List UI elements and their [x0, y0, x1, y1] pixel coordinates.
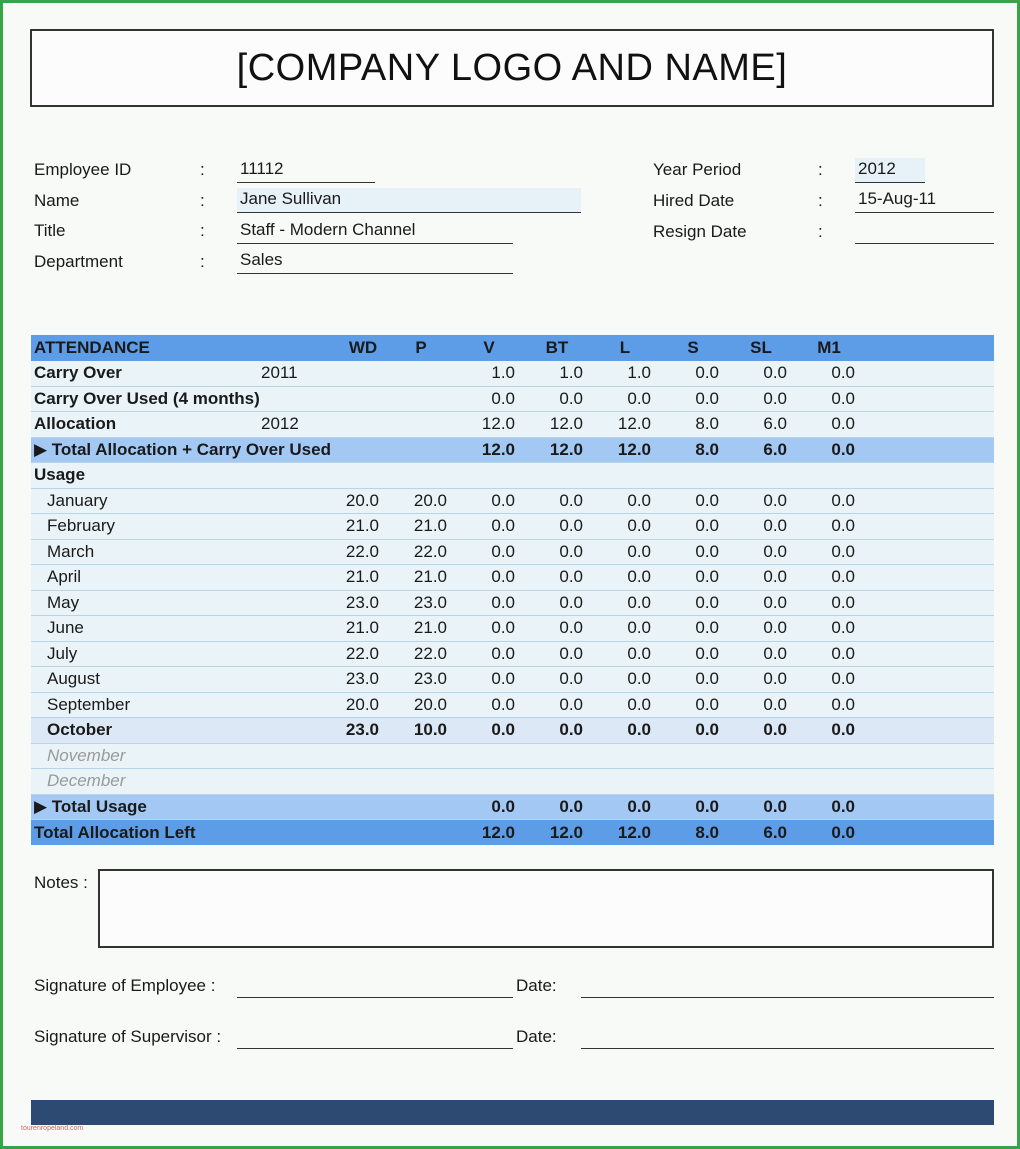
table-cell: 12.0 — [455, 412, 523, 438]
table-cell: 0.0 — [523, 565, 591, 591]
table-cell: 0.0 — [727, 692, 795, 718]
table-cell: 0.0 — [727, 590, 795, 616]
table-cell — [387, 743, 455, 769]
table-cell: 20.0 — [339, 692, 387, 718]
row-label: Usage — [31, 463, 259, 489]
table-row — [31, 361, 994, 387]
row-label: Carry Over Used (4 months) — [31, 386, 259, 412]
table-cell — [591, 743, 659, 769]
table-cell: 0.0 — [523, 386, 591, 412]
table-cell — [259, 820, 339, 846]
table-row — [31, 769, 994, 795]
table-cell: 0.0 — [591, 488, 659, 514]
department-label: Department — [34, 252, 123, 271]
attendance-header-row — [31, 335, 994, 361]
table-row — [31, 565, 994, 591]
table-cell: 8.0 — [695, 822, 719, 842]
table-cell — [455, 463, 523, 489]
table-cell: 0.0 — [795, 794, 863, 820]
title-label: Title — [34, 221, 66, 240]
row-label: July — [31, 641, 259, 667]
table-cell: 0.0 — [455, 514, 523, 540]
table-cell: 10.0 — [387, 718, 455, 744]
table-cell: 0.0 — [795, 590, 863, 616]
table-cell: 0.0 — [795, 565, 863, 591]
table-cell — [259, 565, 339, 591]
table-cell — [591, 769, 659, 795]
table-cell: 0.0 — [727, 361, 795, 387]
table-cell — [387, 463, 455, 489]
table-cell — [795, 769, 863, 795]
row-label: June — [31, 616, 259, 642]
filler-cell — [863, 667, 994, 693]
table-cell: 0.0 — [591, 590, 659, 616]
filler-cell — [863, 565, 994, 591]
footer-bar — [31, 1100, 994, 1125]
table-cell — [259, 514, 339, 540]
table-cell: 0.0 — [455, 718, 523, 744]
table-cell: 0.0 — [727, 386, 795, 412]
year-period-field[interactable]: 2012 — [855, 158, 925, 183]
table-cell: 0.0 — [591, 794, 659, 820]
employee-signature-label: Signature of Employee : — [34, 976, 216, 995]
filler-cell — [863, 769, 994, 795]
column-header: SL — [750, 337, 772, 357]
filler-cell — [863, 820, 994, 846]
table-cell: 0.0 — [795, 667, 863, 693]
table-cell — [339, 794, 387, 820]
colon: : — [818, 191, 823, 210]
table-cell: 0.0 — [795, 514, 863, 540]
table-cell — [259, 794, 339, 820]
table-cell: 0.0 — [727, 667, 795, 693]
filler-cell — [863, 794, 994, 820]
table-cell: 22.0 — [387, 641, 455, 667]
colon: : — [818, 222, 823, 241]
table-row — [31, 718, 994, 744]
table-cell: 8.0 — [659, 412, 727, 438]
employee-signature-line[interactable] — [237, 997, 513, 998]
table-cell: 0.0 — [523, 514, 591, 540]
year-period-label: Year Period — [653, 160, 742, 179]
table-cell — [339, 820, 387, 846]
table-cell: 2012 — [259, 412, 339, 438]
table-cell: 0.0 — [455, 590, 523, 616]
table-cell: 0.0 — [831, 822, 855, 842]
table-cell — [259, 386, 339, 412]
table-cell — [259, 692, 339, 718]
table-cell — [259, 667, 339, 693]
row-label: April — [31, 565, 259, 591]
table-cell — [387, 386, 455, 412]
filler-cell — [863, 335, 994, 361]
table-cell — [455, 769, 523, 795]
table-cell: 0.0 — [523, 718, 591, 744]
table-cell: 8.0 — [659, 437, 727, 463]
filler-cell — [863, 616, 994, 642]
supervisor-date-line[interactable] — [581, 1048, 994, 1049]
table-cell: 12.0 — [591, 437, 659, 463]
table-cell: 0.0 — [455, 616, 523, 642]
table-cell — [339, 386, 387, 412]
table-cell: 23.0 — [339, 718, 387, 744]
name-field[interactable]: Jane Sullivan — [237, 188, 581, 213]
table-cell: 0.0 — [727, 488, 795, 514]
table-cell: 23.0 — [339, 667, 387, 693]
row-label: August — [31, 667, 259, 693]
table-cell: 0.0 — [727, 718, 795, 744]
table-row — [31, 514, 994, 540]
table-cell: 0.0 — [727, 641, 795, 667]
table-cell: 0.0 — [727, 514, 795, 540]
table-row — [31, 616, 994, 642]
table-cell: 0.0 — [523, 539, 591, 565]
table-cell: 12.0 — [591, 412, 659, 438]
colon: : — [200, 252, 205, 271]
table-cell — [795, 743, 863, 769]
table-cell: 0.0 — [659, 667, 727, 693]
table-cell: 0.0 — [659, 718, 727, 744]
table-cell — [795, 463, 863, 489]
table-cell: 20.0 — [339, 488, 387, 514]
row-label: Allocation — [31, 412, 259, 438]
row-label: Carry Over — [31, 361, 259, 387]
filler-cell — [863, 590, 994, 616]
table-cell: 0.0 — [523, 590, 591, 616]
watermark: tourenropeland.com — [21, 1125, 84, 1132]
supervisor-signature-line[interactable] — [237, 1048, 513, 1049]
table-cell — [339, 743, 387, 769]
table-cell: 0.0 — [455, 641, 523, 667]
table-cell: 0.0 — [659, 692, 727, 718]
row-label: November — [31, 743, 259, 769]
table-row — [31, 667, 994, 693]
table-cell: 23.0 — [387, 667, 455, 693]
table-cell: 6.0 — [727, 412, 795, 438]
table-cell: 0.0 — [795, 412, 863, 438]
table-row — [31, 539, 994, 565]
table-cell: 12.0 — [523, 412, 591, 438]
table-cell: 0.0 — [727, 539, 795, 565]
table-cell — [727, 743, 795, 769]
table-cell: 0.0 — [523, 794, 591, 820]
table-cell: 0.0 — [727, 794, 795, 820]
table-cell — [659, 769, 727, 795]
table-cell: 1.0 — [591, 361, 659, 387]
table-row — [31, 641, 994, 667]
table-cell — [339, 437, 387, 463]
column-header: S — [687, 337, 699, 357]
table-cell — [523, 743, 591, 769]
table-row — [31, 692, 994, 718]
colon: : — [200, 221, 205, 240]
table-cell: 0.0 — [659, 616, 727, 642]
filler-cell — [863, 539, 994, 565]
supervisor-date-label: Date: — [516, 1027, 557, 1046]
filler-cell — [863, 743, 994, 769]
table-row — [31, 590, 994, 616]
table-cell: 22.0 — [339, 641, 387, 667]
row-label: October — [31, 718, 259, 744]
row-label: Total Allocation Left — [34, 822, 196, 842]
filler-cell — [863, 514, 994, 540]
table-cell — [523, 769, 591, 795]
table-row — [31, 488, 994, 514]
table-cell: 0.0 — [659, 488, 727, 514]
employee-date-line[interactable] — [581, 997, 994, 998]
table-cell: 0.0 — [659, 590, 727, 616]
column-header: M1 — [817, 337, 841, 357]
employee-date-label: Date: — [516, 976, 557, 995]
employee-id-label: Employee ID — [34, 160, 132, 179]
table-cell: 0.0 — [523, 616, 591, 642]
table-row — [31, 794, 994, 820]
filler-cell — [863, 386, 994, 412]
table-cell: 0.0 — [591, 641, 659, 667]
row-label: February — [31, 514, 259, 540]
table-cell: 0.0 — [591, 539, 659, 565]
employee-id-field[interactable]: 11112 — [237, 158, 375, 183]
table-cell: 0.0 — [659, 514, 727, 540]
row-label: March — [31, 539, 259, 565]
table-cell: 0.0 — [455, 386, 523, 412]
table-cell: 21.0 — [339, 616, 387, 642]
table-cell: 12.0 — [523, 437, 591, 463]
table-row — [31, 820, 994, 846]
table-cell: 0.0 — [727, 565, 795, 591]
table-cell: 0.0 — [455, 539, 523, 565]
table-cell: 0.0 — [455, 692, 523, 718]
filler-cell — [863, 463, 994, 489]
table-cell — [387, 769, 455, 795]
table-cell — [387, 820, 455, 846]
filler-cell — [863, 361, 994, 387]
table-cell — [387, 794, 455, 820]
filler-cell — [863, 718, 994, 744]
table-cell: 20.0 — [387, 488, 455, 514]
column-header: BT — [545, 337, 569, 357]
table-cell — [591, 463, 659, 489]
row-label: September — [31, 692, 259, 718]
table-cell: 6.0 — [763, 822, 787, 842]
filler-cell — [863, 488, 994, 514]
company-name: [COMPANY LOGO AND NAME] — [236, 46, 788, 89]
company-logo-box — [30, 29, 994, 107]
table-cell: 12.0 — [549, 822, 583, 842]
table-cell: 0.0 — [795, 386, 863, 412]
table-cell: 0.0 — [455, 488, 523, 514]
table-cell: 22.0 — [339, 539, 387, 565]
table-cell: 0.0 — [523, 667, 591, 693]
table-cell — [659, 743, 727, 769]
table-cell: 0.0 — [795, 692, 863, 718]
table-cell: 0.0 — [523, 488, 591, 514]
table-cell: 0.0 — [659, 386, 727, 412]
table-cell: 0.0 — [795, 641, 863, 667]
table-cell — [387, 437, 455, 463]
table-cell — [259, 641, 339, 667]
table-cell — [455, 743, 523, 769]
notes-label: Notes : — [34, 873, 88, 892]
row-label: May — [31, 590, 259, 616]
table-cell — [259, 769, 339, 795]
column-header: WD — [348, 337, 378, 357]
colon: : — [200, 191, 205, 210]
colon: : — [818, 160, 823, 179]
table-cell: 6.0 — [727, 437, 795, 463]
table-cell: 0.0 — [795, 718, 863, 744]
table-row — [31, 386, 994, 412]
table-cell — [339, 361, 387, 387]
table-cell — [259, 463, 339, 489]
filler-cell — [863, 641, 994, 667]
table-cell: 0.0 — [795, 488, 863, 514]
row-label: January — [31, 488, 259, 514]
column-header: P — [415, 337, 427, 357]
table-cell — [727, 463, 795, 489]
table-cell — [387, 412, 455, 438]
table-cell: 0.0 — [795, 361, 863, 387]
table-cell: 0.0 — [591, 565, 659, 591]
table-cell: 12.0 — [481, 822, 515, 842]
column-header — [259, 335, 339, 361]
table-row — [31, 743, 994, 769]
filler-cell — [863, 437, 994, 463]
row-label: December — [31, 769, 259, 795]
table-cell: 21.0 — [387, 514, 455, 540]
colon: : — [200, 160, 205, 179]
table-row — [31, 463, 994, 489]
table-cell — [259, 488, 339, 514]
table-cell: 23.0 — [387, 590, 455, 616]
table-row — [31, 412, 994, 438]
name-label: Name — [34, 191, 80, 210]
table-cell: 0.0 — [591, 667, 659, 693]
table-cell: 20.0 — [387, 692, 455, 718]
table-cell: 0.0 — [523, 641, 591, 667]
table-cell — [659, 463, 727, 489]
hired-date-field[interactable]: 15-Aug-11 — [855, 188, 994, 213]
table-cell — [339, 463, 387, 489]
supervisor-signature-label: Signature of Supervisor : — [34, 1027, 222, 1046]
filler-cell — [863, 692, 994, 718]
table-cell: 21.0 — [387, 616, 455, 642]
table-cell — [523, 463, 591, 489]
table-cell — [259, 616, 339, 642]
hired-date-label: Hired Date — [653, 191, 735, 210]
table-cell: 0.0 — [795, 616, 863, 642]
table-cell: 0.0 — [455, 565, 523, 591]
table-cell: 0.0 — [591, 386, 659, 412]
resign-date-field[interactable] — [855, 219, 994, 244]
notes-textarea[interactable] — [98, 869, 994, 948]
filler-cell — [863, 412, 994, 438]
table-cell: 23.0 — [339, 590, 387, 616]
table-cell: 22.0 — [387, 539, 455, 565]
table-cell: 0.0 — [727, 616, 795, 642]
table-cell: 0.0 — [659, 794, 727, 820]
table-cell: 21.0 — [339, 514, 387, 540]
table-row — [31, 437, 994, 463]
table-cell: 0.0 — [591, 718, 659, 744]
table-cell: 0.0 — [455, 794, 523, 820]
resign-date-label: Resign Date — [653, 222, 747, 241]
table-cell: 0.0 — [591, 514, 659, 540]
column-header: V — [483, 337, 495, 357]
table-cell: 21.0 — [339, 565, 387, 591]
table-cell: 2011 — [259, 361, 339, 387]
department-field[interactable]: Sales — [237, 249, 513, 274]
table-cell: 21.0 — [387, 565, 455, 591]
table-cell — [259, 743, 339, 769]
table-cell: 0.0 — [659, 641, 727, 667]
table-cell — [259, 718, 339, 744]
table-cell: 0.0 — [795, 539, 863, 565]
table-cell: 0.0 — [659, 539, 727, 565]
table-cell — [259, 590, 339, 616]
attendance-table — [31, 335, 994, 845]
row-label: ▶ Total Usage — [31, 794, 259, 820]
table-cell — [259, 539, 339, 565]
table-cell — [387, 361, 455, 387]
table-cell — [339, 412, 387, 438]
table-cell: 12.0 — [617, 822, 651, 842]
table-cell: 0.0 — [795, 437, 863, 463]
column-header: ATTENDANCE — [34, 337, 150, 357]
table-cell: 1.0 — [455, 361, 523, 387]
table-cell — [339, 769, 387, 795]
table-cell: 0.0 — [455, 667, 523, 693]
table-cell: 0.0 — [659, 361, 727, 387]
table-cell — [727, 769, 795, 795]
table-cell: 0.0 — [591, 616, 659, 642]
row-label: ▶ Total Allocation + Carry Over Used — [31, 437, 259, 463]
table-cell: 0.0 — [591, 692, 659, 718]
table-cell: 1.0 — [523, 361, 591, 387]
column-header: L — [619, 337, 631, 357]
table-cell: 12.0 — [455, 437, 523, 463]
table-cell: 0.0 — [659, 565, 727, 591]
table-cell: 0.0 — [523, 692, 591, 718]
title-field[interactable]: Staff - Modern Channel — [237, 219, 513, 244]
